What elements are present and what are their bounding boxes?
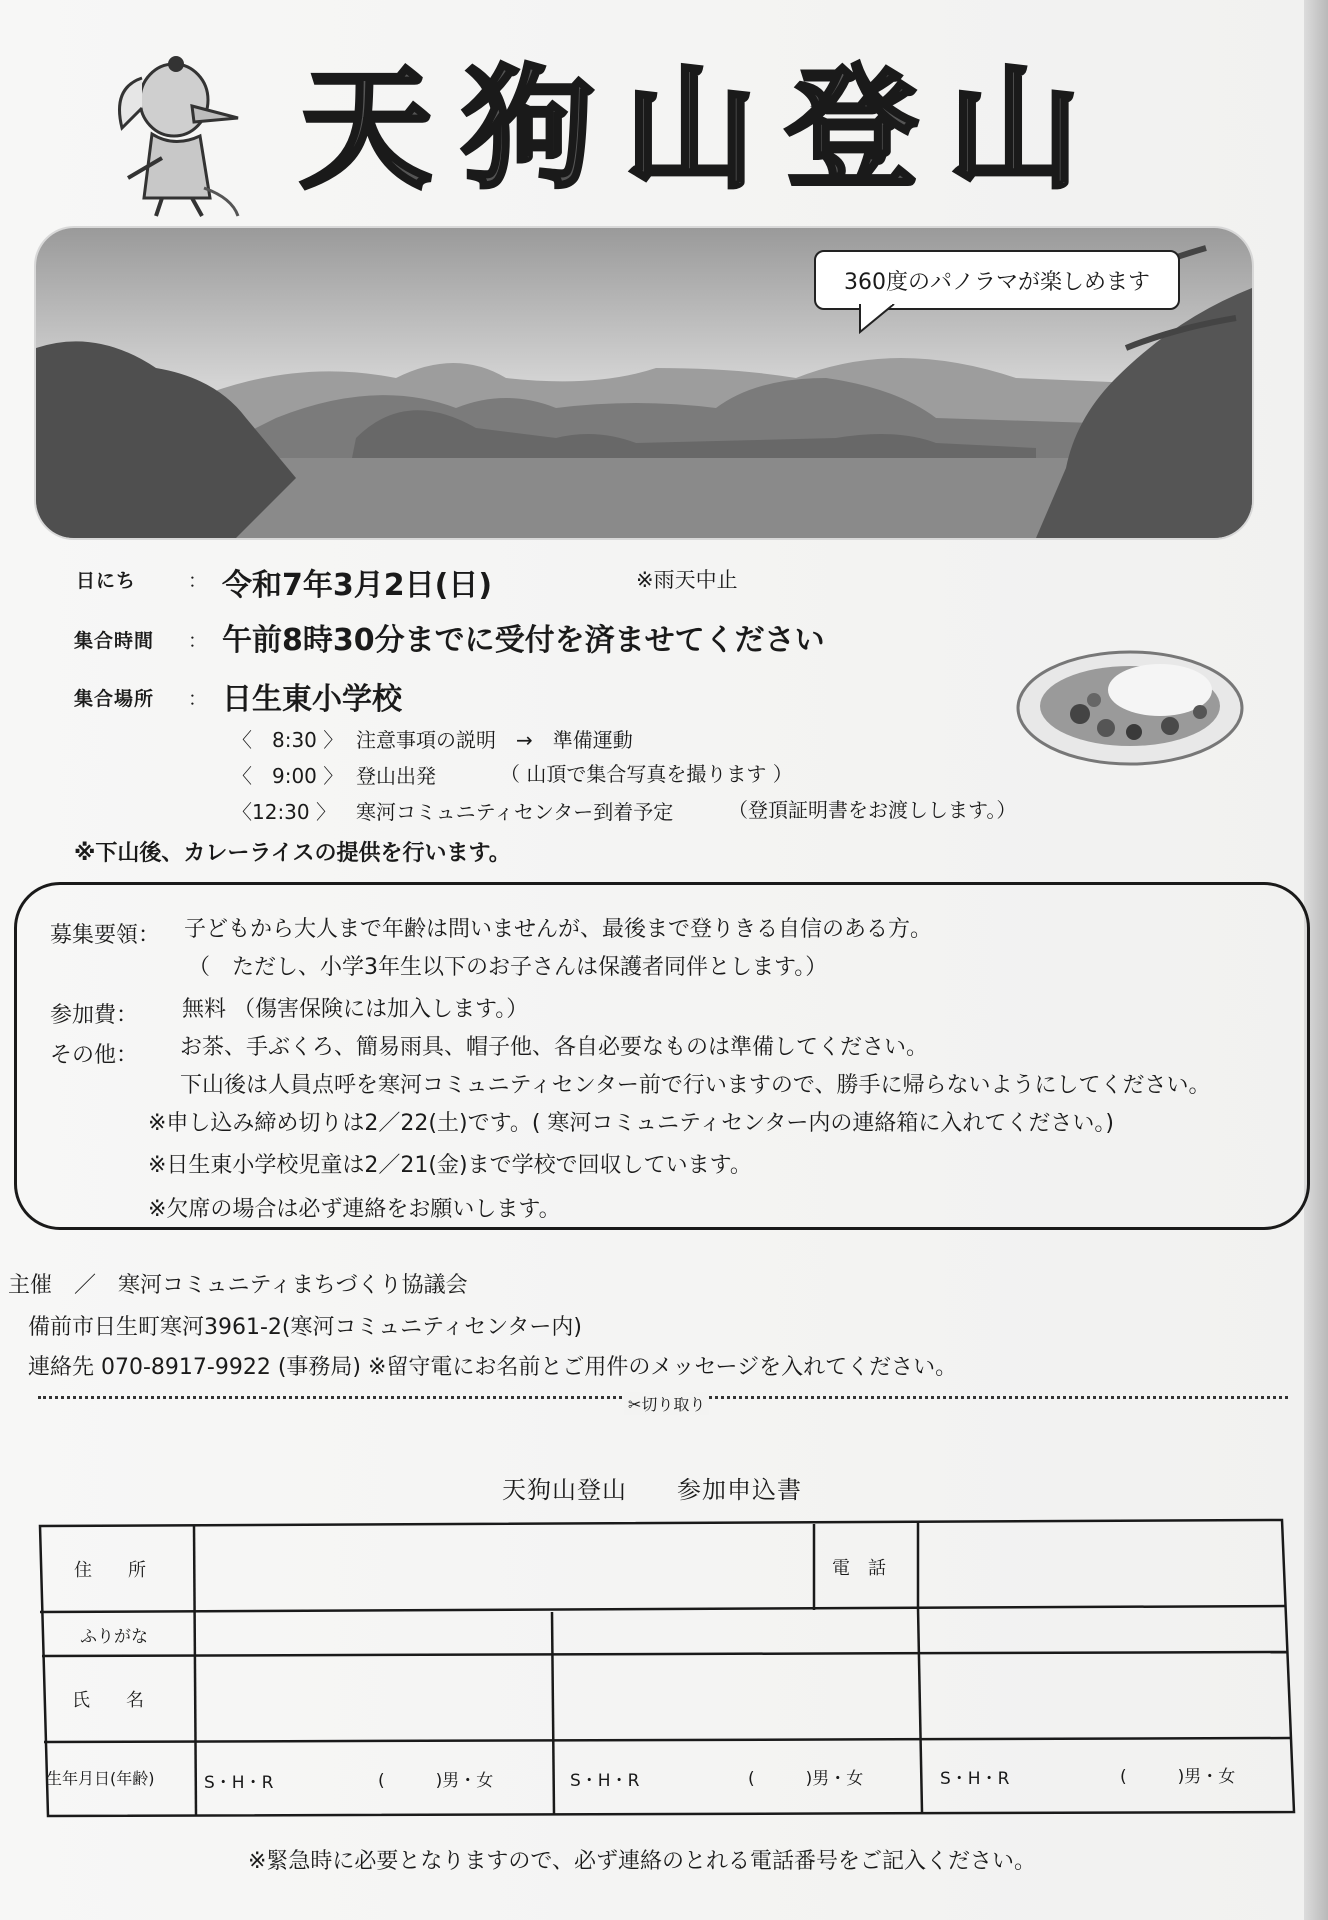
age-gender-field[interactable]: ( )男・女 [1120, 1767, 1236, 1787]
furigana-label: ふりがな [80, 1627, 148, 1647]
date-value: 令和7年3月2日(日) [222, 568, 493, 603]
fee-label: 参加費： [50, 1003, 139, 1028]
furigana-field-1[interactable] [198, 1614, 548, 1652]
recruit-text: 子どもから大人まで年齢は問いませんが、最後まで登りきる自信のある方。 [184, 917, 933, 942]
schedule-text: 登山出発 [356, 764, 436, 788]
other-label: その他： [50, 1043, 139, 1068]
curry-note: ※下山後、カレーライスの提供を行います。 [74, 841, 511, 866]
recruit-text-sub: （ ただし、小学3年生以下のお子さんは保護者同伴とします。） [188, 955, 828, 980]
date-colon: ： [188, 570, 208, 592]
place-value: 日生東小学校 [222, 682, 402, 717]
time-colon: ： [188, 630, 208, 652]
cut-label: ✂切り取り [624, 1392, 709, 1415]
place-colon: ： [188, 688, 208, 710]
bubble-tail-icon [858, 304, 898, 334]
phone-label: 電 話 [832, 1558, 886, 1579]
time-value: 午前8時30分までに受付を済ませてください [222, 623, 825, 658]
date-label: 日にち [76, 570, 137, 592]
deadline-note: ※申し込み締め切りは2／22(土)です。( 寒河コミュニティセンター内の連絡箱に入れてください。) [148, 1111, 1114, 1136]
name-field-1[interactable] [198, 1660, 548, 1740]
era-options[interactable]: S・H・R [204, 1773, 274, 1793]
organizer-contact: 連絡先 070-8917-9922 (事務局) ※留守電にお名前とご用件のメッセージを入れてください。 [28, 1355, 958, 1380]
era-options[interactable]: S・H・R [570, 1771, 640, 1791]
furigana-field-2[interactable] [558, 1612, 914, 1650]
era-options[interactable]: S・H・R [940, 1769, 1010, 1789]
recruit-label: 募集要領： [50, 923, 161, 948]
date-row [76, 566, 136, 593]
emergency-note: ※緊急時に必要となりますので、必ず連絡のとれる電話番号をご記入ください。 [248, 1849, 1036, 1874]
schedule-time: 〈 9:00 〉 [232, 764, 344, 788]
school-note: ※日生東小学校児童は2／21(金)まで学校で回収しています。 [148, 1153, 752, 1178]
birthdate-label: 生年月日(年齢) [46, 1769, 155, 1788]
absence-note: ※欠席の場合は必ず連絡をお願いします。 [148, 1197, 561, 1222]
page-title: 天狗山登山 [300, 53, 1110, 207]
rain-note: ※雨天中止 [636, 568, 738, 592]
place-label: 集合場所 [74, 688, 155, 710]
speech-bubble: 360度のパノラマが楽しめます [814, 250, 1180, 310]
other-text: お茶、手ぶくろ、簡易雨具、帽子他、各自必要なものは準備してください。 [180, 1035, 929, 1060]
other-text-sub: 下山後は人員点呼を寒河コミュニティセンター前で行いますので、勝手に帰らないようにしてください。 [180, 1073, 1211, 1098]
organizer-address: 備前市日生町寒河3961-2(寒河コミュニティセンター内) [28, 1315, 583, 1340]
address-field[interactable] [198, 1528, 810, 1608]
name-field-2[interactable] [558, 1658, 914, 1738]
name-label: 氏 名 [72, 1690, 144, 1711]
schedule-time: 〈12:30 〉 [232, 800, 336, 824]
schedule-time: 〈 8:30 〉 [232, 728, 344, 752]
schedule-text: 寒河コミュニティセンター到着予定 [356, 800, 674, 824]
age-gender-field[interactable]: ( )男・女 [748, 1769, 864, 1789]
organizer-name: 主催 ／ 寒河コミュニティまちづくり協議会 [8, 1273, 468, 1298]
phone-field[interactable] [922, 1524, 1282, 1604]
age-gender-field[interactable]: ( )男・女 [378, 1771, 494, 1791]
schedule-note: （登頂証明書をお渡しします。） [728, 798, 1017, 822]
form-title: 天狗山登山 参加申込書 [502, 1476, 802, 1504]
fee-text: 無料 （傷害保険には加入します。） [182, 997, 529, 1022]
schedule-note: （ 山頂で集合写真を撮ります ） [500, 762, 793, 786]
curry-rice-illustration [1010, 640, 1250, 770]
furigana-field-3[interactable] [924, 1610, 1284, 1648]
schedule-text: 注意事項の説明 → 準備運動 [356, 728, 633, 752]
address-label: 住 所 [74, 1560, 146, 1581]
time-label: 集合時間 [74, 630, 155, 652]
tengu-mascot-illustration [92, 48, 242, 218]
name-field-3[interactable] [924, 1656, 1284, 1736]
